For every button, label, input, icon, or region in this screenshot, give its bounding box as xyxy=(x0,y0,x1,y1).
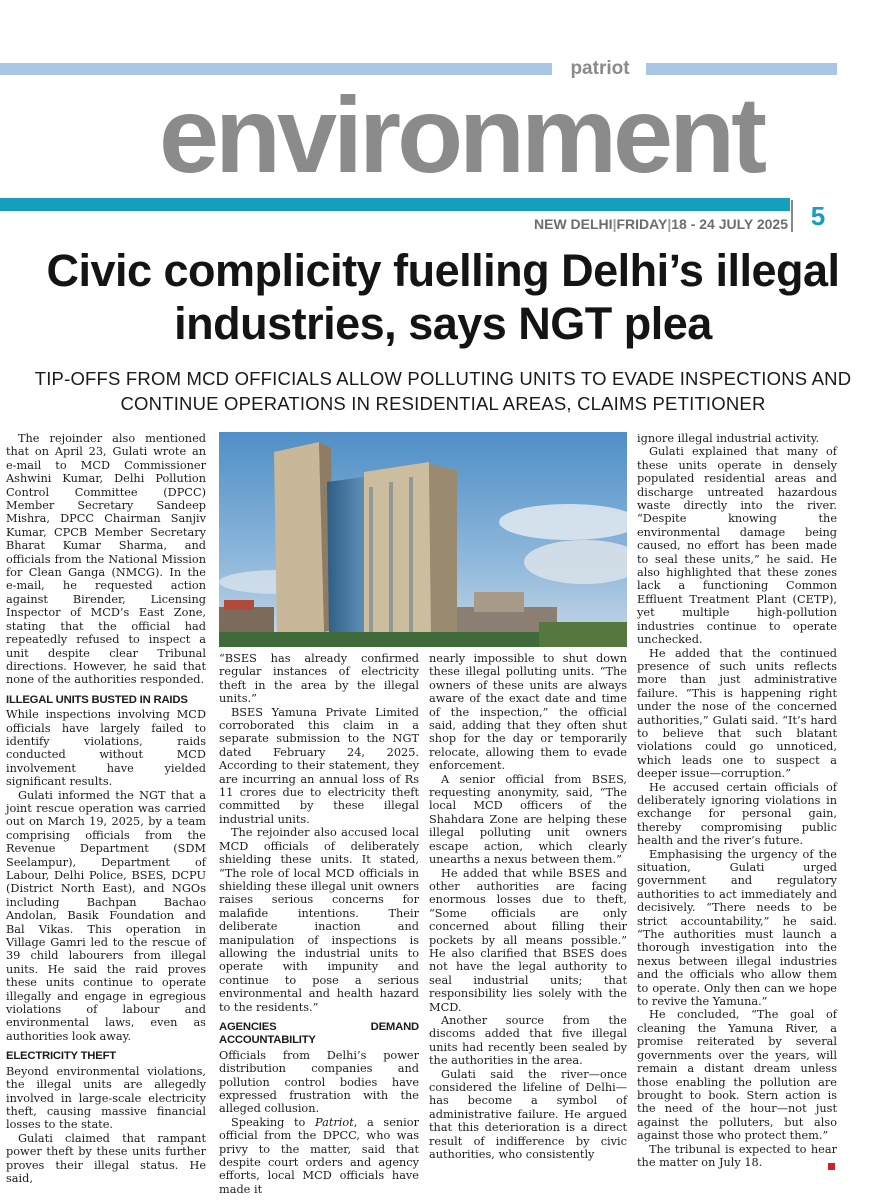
paragraph: While inspections involving MCD officials have largely failed to identify violations, raids conducted without MCD involvement have yielded significant results. xyxy=(6,708,206,789)
paragraph: Beyond environmental violations, the illegal units are allegedly involved in large-scale electricity theft, causing massive financial losses to the state. xyxy=(6,1064,206,1132)
tower-window-band xyxy=(409,477,413,637)
skyscraper-photo xyxy=(219,432,627,647)
paragraph: He accused certain officials of deliberately ignoring violations in exchange for personal gain, thereby compromising public health and the river’s future. xyxy=(637,780,837,848)
article-photo xyxy=(219,432,627,647)
article-column-2 xyxy=(219,652,419,1196)
paragraph: Gulati explained that many of these units operate in densely populated residential areas and discharge untreated hazardous waste directly into the river. “Despite knowing the environmental damage being caused, no effort has been made to seal these units,” he said. He also highlighted that these zones lack a functioning Common Effluent Treatment Plant (CETP), yet multiple high-pollution industries continue to operate unchecked. xyxy=(637,445,837,647)
tower-center-side xyxy=(429,464,457,642)
tower-window-band xyxy=(389,482,393,637)
paragraph: nearly impossible to shut down these illegal polluting units. “The owners of these units are always aware of the exact date and time of the inspection,” the official said, adding that they often shut shop for the day or temporarily relocate, allowing them to evade enforcement. xyxy=(429,652,627,773)
paragraph: BSES Yamuna Private Limited corroborated this claim in a separate submission to the NGT dated February 24, 2025. According to their statement, they are incurring an annual loss of Rs 11 crores due to electricity theft committed by these illegal industrial units. xyxy=(219,705,419,826)
text-run: Speaking to xyxy=(231,1115,316,1129)
headline: Civic complicity fuelling Delhi’s illegal industries, says NGT plea xyxy=(46,245,840,349)
newspaper-name: Patriot xyxy=(315,1115,354,1129)
text-run: , a senior official from the DPCC, who was privy to the matter, said that despite court orders and agency efforts, local MCD officials have made it xyxy=(219,1115,419,1196)
dateline-date: 18 - 24 JULY 2025 xyxy=(671,216,788,232)
deck: TIP-OFFS FROM MCD OFFICIALS ALLOW POLLUTING UNITS TO EVADE INSPECTIONS AND CONTINUE OPERATIONS IN RESIDENTIAL AREAS, CLAIMS PETITIONER xyxy=(34,368,852,414)
subhead-illegal-units: ILLEGAL UNITS BUSTED IN RAIDS xyxy=(6,693,188,706)
low-building xyxy=(474,592,524,612)
section-rule xyxy=(0,198,790,211)
dateline-city: NEW DELHI xyxy=(534,216,613,232)
article-column-3 xyxy=(429,652,627,1161)
paragraph: He added that while BSES and other authorities are facing enormous losses due to theft, “Some officials are only concerned about filling their pockets by all means possible.” He also clarified that BSES does not have the legal authority to seal industrial units; that responsibility lies solely with the MCD. xyxy=(429,866,627,1014)
article-column-1 xyxy=(6,432,206,1185)
brand-logo: patriot xyxy=(570,58,630,79)
dateline-separator: | xyxy=(612,216,617,232)
subhead-agencies: AGENCIES DEMAND ACCOUNTABILITY xyxy=(219,1020,419,1047)
subhead-electricity-theft: ELECTRICITY THEFT xyxy=(6,1050,116,1063)
paragraph: “BSES has already confirmed regular instances of electricity theft in the area by the illegal units.” xyxy=(219,652,419,706)
paragraph: The tribunal is expected to hear the matter on July 18. xyxy=(637,1142,837,1169)
section-title: environment xyxy=(158,74,764,195)
tower-left xyxy=(274,442,324,637)
tower-glass xyxy=(327,477,364,637)
dateline-day: FRIDAY xyxy=(616,216,668,232)
paragraph: He concluded, “The goal of cleaning the Yamuna River, a promise reiterated by several governments over the years, will remain a distant dream unless those enabling the pollution are brought to book. Stern action is the need of the hour—not just against the polluters, but also against those who protect them.” xyxy=(637,1008,837,1143)
dateline-separator: | xyxy=(667,216,672,232)
tower-window-band xyxy=(369,487,373,637)
red-roof xyxy=(224,600,254,610)
paragraph xyxy=(219,1116,419,1196)
paragraph: He added that the continued presence of such units reflects more than just administrative failure. “This is happening right under the nose of the concerned authorities,” Gulati said. “It’s hard to believe that such blatant violations could go unnoticed, which leads one to suspect a deeper issue—corruption.” xyxy=(637,646,837,781)
paragraph: Gulati claimed that rampant power theft by these units further proves their illegal status. He said, xyxy=(6,1131,206,1185)
paragraph: Gulati informed the NGT that a joint rescue operation was carried out on March 19, 2025, by a team comprising officials from the Revenue Department (SDM Seelampur), Department of Labour, Delhi Police, BSES, DCPU (District North East), and NGOs including Bachpan Bachao Andolan, Basik Foundation and Bal Vikas. This operation in Village Gamri led to the rescue of 39 child labourers from illegal units. He said the raid proves these units continue to operate illegally and engage in egregious violations of labour and environmental laws, even as authorities look away. xyxy=(6,788,206,1043)
paragraph: Officials from Delhi’s power distribution companies and pollution control bodies have expressed frustration with the alleged collusion. xyxy=(219,1048,419,1116)
end-of-story-mark xyxy=(828,1163,835,1170)
paragraph: The rejoinder also accused local MCD officials of deliberately shielding these units. It stated, “The role of local MCD officials in shielding these illegal unit owners raises serious concerns for malafide intentions. Their deliberate inaction and manipulation of inspections is allowing the industrial units to operate with impunity and continue to pose a serious environmental and health hazard to the residents.” xyxy=(219,826,419,1014)
paragraph: Gulati said the river—once considered the lifeline of Delhi—has become a symbol of administrative failure. He argued that this deterioration is a direct result of indifference by civic authorities, who consistently xyxy=(429,1067,627,1162)
trees-right xyxy=(539,622,627,647)
article-column-4 xyxy=(637,432,837,1169)
paragraph: Emphasising the urgency of the situation, Gulati urged government and regulatory authorities to act immediately and decisively. “There needs to be strict accountability,” he said. “The authorities must launch a thorough investigation into the nexus between illegal industries and the officials who allow them to operate. Only then can we hope to revive the Yamuna.” xyxy=(637,847,837,1009)
paragraph: The rejoinder also mentioned that on April 23, Gulati wrote an e-mail to MCD Commissioner Ashwini Kumar, Delhi Pollution Control Committee (DPCC) Member Secretary Sandeep Mishra, DPCC Chairman Sanjiv Kumar, CPCB Member Secretary Bharat Kumar Sharma, and officials from the National Mission for Clean Ganga (NMCG). In the e-mail, he requested action against Birender, Licensing Inspector of MCD’s East Zone, stating that the official had repeatedly refused to inspect a unit despite clear Tribunal directions. However, he said that none of the authorities responded. xyxy=(6,432,206,687)
paragraph: ignore illegal industrial activity. xyxy=(637,432,820,445)
tower-center xyxy=(364,462,431,642)
paragraph: Another source from the discoms added that five illegal units had recently been sealed by the authorities in the area. xyxy=(429,1013,627,1068)
dateline xyxy=(420,214,788,234)
paragraph: A senior official from BSES, requesting anonymity, said, “The local MCD officers of the Shahdara Zone are helping these illegal polluting unit owners escape action, which clearly unearths a nexus between them.” xyxy=(429,772,627,867)
page-number: 5 xyxy=(791,200,843,232)
